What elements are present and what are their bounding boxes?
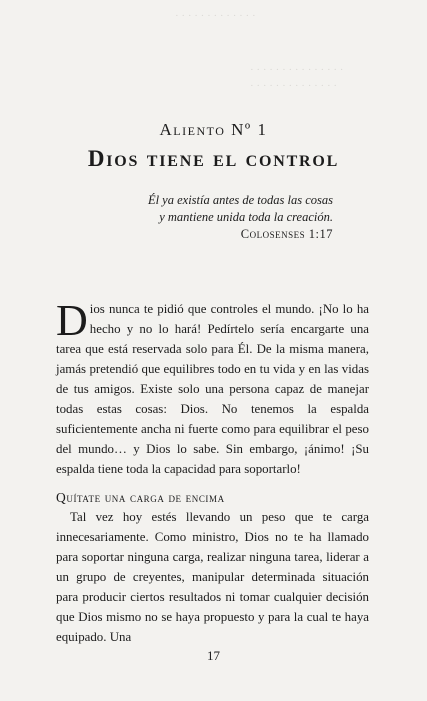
opening-paragraph bbox=[56, 296, 369, 479]
section-paragraph: Tal vez hoy estés llevando un peso que te carga innecesariamente. Como ministro, Dios no te ha llamado para soportar ninguna carga, realizar ninguna tarea, liderar a un grupo de creyentes, manipular determinada situación para producir ciertos resultados ni tomar cualquier decisión que Dios mismo no se haya propuesto y para la cual te haya equipado. Una bbox=[56, 510, 369, 644]
page-number: 17 bbox=[207, 648, 220, 663]
epigraph bbox=[135, 192, 333, 243]
bleed-through-text: · · · · · · · · · · · · · · bbox=[250, 80, 338, 92]
chapter-title: Dios tiene el control bbox=[87, 146, 340, 171]
epigraph-source: Colosenses 1:17 bbox=[240, 227, 333, 241]
chapter-kicker: Aliento Nº 1 bbox=[159, 120, 268, 139]
paragraph-text: ios nunca te pidió que controles el mundo. ¡No lo ha hecho y no lo hará! Pedírtelo sería encargarte una tarea que está reservada solo para Él. De la misma manera, jamás pretendió que equilibres todo en tu vida y en las vidas de tus amigos. Existe solo una persona capaz de manejar todas estas cosas: Dios. No tenemos la espalda suficientemente ancha ni fuerte como para equilibrar el peso del mundo… y Dios lo sabe. Sin embargo, ¡ánimo! ¡Su espalda tiene toda la capacidad para soportarlo! bbox=[56, 302, 369, 476]
section-heading: Quítate una carga de encima bbox=[56, 490, 225, 505]
epigraph-line: y mantiene unida toda la creación. bbox=[159, 210, 333, 224]
bleed-through-text: · · · · · · · · · · · · · · · bbox=[250, 64, 344, 76]
epigraph-line: Él ya existía antes de todas las cosas bbox=[147, 193, 333, 207]
drop-cap: D bbox=[56, 296, 88, 345]
bleed-through-text: · · · · · · · · · · · · · bbox=[175, 10, 256, 22]
